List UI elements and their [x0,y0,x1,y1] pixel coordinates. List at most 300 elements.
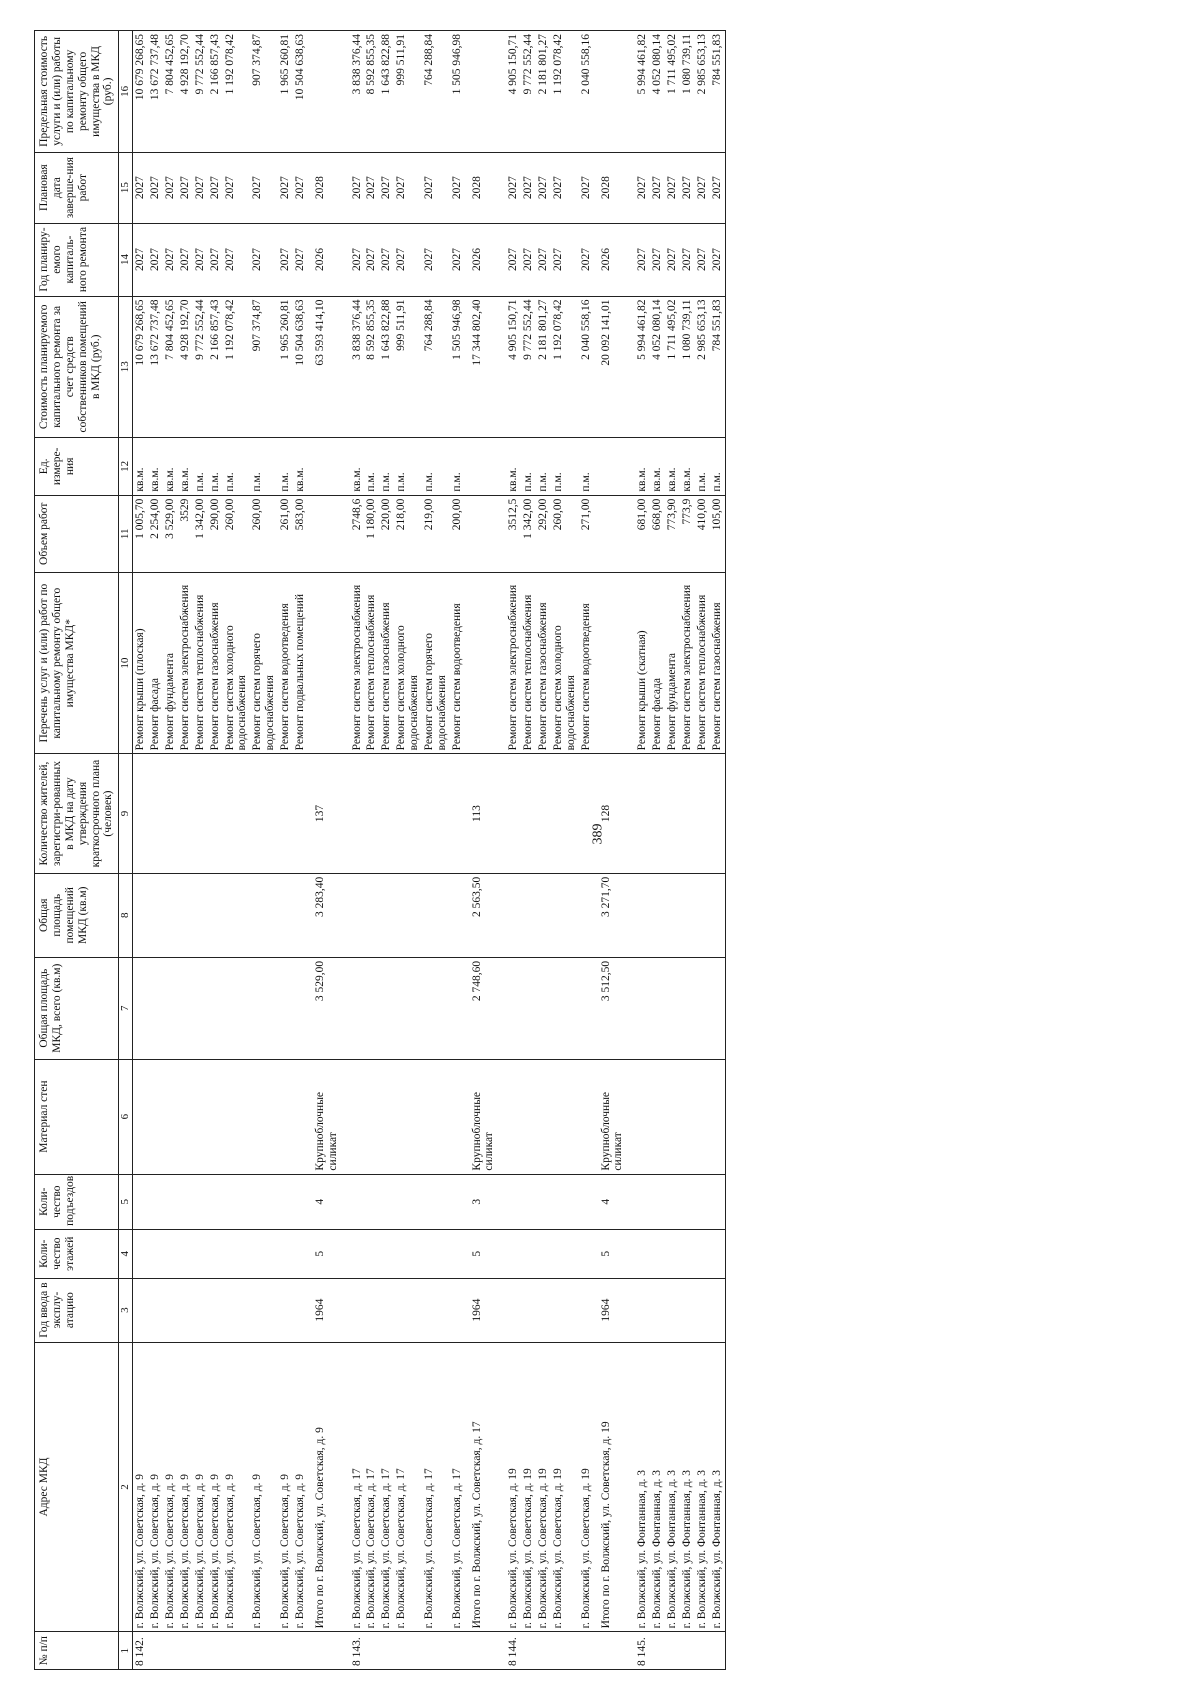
table-cell [695,873,710,957]
table-cell: Ремонт систем газоснабжения [208,572,223,753]
table-cell [193,957,208,1059]
table-cell: г. Волжский, ул. Советская, д. 17 [364,1342,379,1632]
table-cell: 2027 [350,223,365,296]
table-cell: 1 711 495,02 [665,31,680,153]
table-cell [379,1229,394,1278]
table-cell: 2026 [465,223,507,296]
table-cell [379,1632,394,1670]
table-cell: 1 192 078,42 [551,296,579,438]
table-cell: 128 [594,754,636,873]
table-cell: 2027 [193,223,208,296]
table-cell [710,1229,725,1278]
table-cell: 63 593 414,10 [308,296,350,438]
table-cell [665,1174,680,1229]
table-cell: 784 551,83 [710,296,725,438]
table-cell: п.м. [450,438,465,496]
table-cell [379,957,394,1059]
table-cell: 3 529,00 [163,495,178,572]
table-row [178,31,193,1670]
table-cell [650,957,665,1059]
table-cell: 907 374,87 [250,296,278,438]
table-cell [521,1059,536,1174]
table-cell [223,1278,251,1342]
table-cell [208,1278,223,1342]
table-cell [710,1059,725,1174]
table-cell [379,1278,394,1342]
table-cell [521,1229,536,1278]
table-cell: Ремонт систем холодного водоснабжения [551,572,579,753]
table-cell: 7 804 452,65 [163,31,178,153]
table-cell: 2028 [594,152,636,223]
table-body [133,31,725,1670]
total-row [308,31,350,1670]
table-cell [364,1229,379,1278]
table-cell [394,1278,422,1342]
table-cell [193,1632,208,1670]
table-cell: 2027 [293,152,308,223]
column-number: 1 [119,1632,133,1670]
table-cell [551,754,579,873]
table-cell: 137 [308,754,350,873]
table-cell [695,1278,710,1342]
table-cell [450,754,465,873]
table-cell [193,1059,208,1174]
table-cell: 3 271,70 [594,873,636,957]
table-cell [422,1632,450,1670]
table-row [208,31,223,1670]
table-cell [163,873,178,957]
table-cell: 2028 [308,152,350,223]
table-cell: г. Волжский, ул. Фонтанная, д. 3 [695,1342,710,1632]
table-cell: 1 505 946,98 [450,31,465,153]
table-cell: кв.м. [148,438,163,496]
table-cell: 13 672 737,48 [148,296,163,438]
table-cell [695,957,710,1059]
table-cell: 8 592 855,35 [364,31,379,153]
column-number: 2 [119,1342,133,1632]
table-cell: кв.м. [635,438,650,496]
table-cell: 2027 [148,223,163,296]
table-cell: п.м. [394,438,422,496]
column-number: 13 [119,296,133,438]
table-cell: кв.м. [133,438,148,496]
table-cell [178,1229,193,1278]
table-cell: г. Волжский, ул. Советская, д. 9 [148,1342,163,1632]
table-cell: г. Волжский, ул. Советская, д. 19 [521,1342,536,1632]
table-cell: Ремонт систем водоотведения [579,572,594,753]
column-header: № п/п [35,1632,119,1670]
table-cell [278,1059,293,1174]
table-cell [635,754,650,873]
column-header: Общая площадь помещений МКД (кв.м) [35,873,119,957]
table-cell: Ремонт систем теплоснабжения [695,572,710,753]
table-cell: Ремонт систем электроснабжения [178,572,193,753]
table-cell: кв.м. [650,438,665,496]
table-cell: 1 965 260,81 [278,31,293,153]
table-cell [635,1278,650,1342]
table-cell: 105,00 [710,495,725,572]
table-cell: 2026 [594,223,636,296]
table-cell [350,873,365,957]
table-cell [250,1229,278,1278]
column-number: 5 [119,1174,133,1229]
table-cell [536,1059,551,1174]
table-cell: Ремонт систем водоотведения [450,572,465,753]
table-cell [394,1229,422,1278]
table-cell [710,1174,725,1229]
table-cell [594,1632,636,1670]
table-cell: 13 672 737,48 [148,31,163,153]
table-cell [250,873,278,957]
column-header: Адрес МКД [35,1342,119,1632]
table-cell: 1 005,70 [133,495,148,572]
table-cell: 764 288,84 [422,296,450,438]
table-cell [293,873,308,957]
table-cell: 2027 [579,223,594,296]
table-cell: п.м. [278,438,293,496]
table-cell [521,754,536,873]
total-row [465,31,507,1670]
table-cell: Ремонт систем газоснабжения [710,572,725,753]
table-cell: г. Волжский, ул. Советская, д. 9 [178,1342,193,1632]
table-cell [163,754,178,873]
table-cell: 1964 [594,1278,636,1342]
table-cell: 2027 [579,152,594,223]
table-cell: п.м. [695,438,710,496]
table-cell [650,1632,665,1670]
table-cell: 17 344 802,40 [465,296,507,438]
table-cell [680,754,695,873]
table-cell [223,957,251,1059]
table-cell: 2027 [394,223,422,296]
table-cell: 2027 [178,152,193,223]
table-cell [208,1059,223,1174]
table-cell: 10 504 638,63 [293,296,308,438]
table-cell [422,1059,450,1174]
table-cell [594,31,636,153]
table-cell: 2027 [650,152,665,223]
table-cell: 260,00 [551,495,579,572]
table-row [133,31,148,1670]
table-cell: 4 905 150,71 [506,31,521,153]
column-header: Плановая дата заверше-ния работ [35,152,119,223]
table-cell: Ремонт фасада [148,572,163,753]
table-row [394,31,422,1670]
header-row [35,31,119,1670]
table-cell [521,873,536,957]
table-cell [665,1229,680,1278]
table-cell: 3 283,40 [308,873,350,957]
table-cell [680,1174,695,1229]
table-cell [536,1632,551,1670]
table-cell [394,873,422,957]
table-cell [506,957,521,1059]
column-header: Объем работ [35,495,119,572]
table-cell: п.м. [364,438,379,496]
table-cell [594,572,636,753]
table-row [536,31,551,1670]
table-cell: 8 145. [635,1632,650,1670]
table-cell: п.м. [223,438,251,496]
table-cell: 5 [465,1229,507,1278]
table-cell: 1 643 822,88 [379,31,394,153]
column-number: 11 [119,495,133,572]
table-cell [163,1059,178,1174]
table-cell [594,495,636,572]
table-cell [695,754,710,873]
table-cell: 1 192 078,42 [551,31,579,153]
table-cell [635,873,650,957]
table-cell [308,1632,350,1670]
table-cell: 9 772 552,44 [521,296,536,438]
table-cell [635,1059,650,1174]
table-cell: 2 166 857,43 [208,296,223,438]
table-cell [680,1059,695,1174]
table-cell [178,957,193,1059]
table-cell: Ремонт систем теплоснабжения [193,572,208,753]
table-row [551,31,579,1670]
table-cell [278,1174,293,1229]
table-cell: п.м. [193,438,208,496]
table-cell [148,1059,163,1174]
table-cell: 1 080 739,11 [680,296,695,438]
table-cell [579,754,594,873]
table-cell [650,1278,665,1342]
table-cell [293,1632,308,1670]
table-cell [178,1059,193,1174]
table-cell [394,1174,422,1229]
table-cell: 2027 [695,152,710,223]
table-cell: кв.м. [665,438,680,496]
table-cell: 2027 [450,152,465,223]
table-cell: 8 144. [506,1632,521,1670]
table-cell [521,957,536,1059]
table-cell [594,438,636,496]
table-cell: 773,90 [665,495,680,572]
table-cell: 2027 [536,152,551,223]
table-cell [350,1174,365,1229]
table-cell: 219,00 [422,495,450,572]
table-cell [635,1229,650,1278]
table-cell [193,1278,208,1342]
table-cell [506,1229,521,1278]
table-row [635,31,650,1670]
table-cell: 2027 [364,223,379,296]
table-cell [350,1229,365,1278]
total-row [594,31,636,1670]
table-cell: 668,00 [650,495,665,572]
column-number: 14 [119,223,133,296]
table-cell [308,495,350,572]
table-cell [163,1229,178,1278]
table-cell [665,1632,680,1670]
table-row [579,31,594,1670]
table-cell [650,873,665,957]
table-cell: кв.м. [178,438,193,496]
table-cell: Ремонт систем горячего водоснабжения [422,572,450,753]
table-cell: 2027 [223,223,251,296]
table-cell [536,957,551,1059]
table-cell: Ремонт систем холодного водоснабжения [394,572,422,753]
table-cell: 2027 [506,152,521,223]
table-row [148,31,163,1670]
table-cell: 2027 [635,223,650,296]
table-cell [680,1229,695,1278]
table-cell: 999 511,91 [394,31,422,153]
table-cell: 5 [308,1229,350,1278]
table-cell: г. Волжский, ул. Советская, д. 9 [250,1342,278,1632]
table-cell: 9 772 552,44 [521,31,536,153]
table-cell [551,957,579,1059]
table-cell: 2027 [551,223,579,296]
table-cell: 2027 [278,223,293,296]
table-cell: г. Волжский, ул. Советская, д. 17 [379,1342,394,1632]
table-cell: г. Волжский, ул. Фонтанная, д. 3 [635,1342,650,1632]
table-cell: г. Волжский, ул. Советская, д. 17 [422,1342,450,1632]
table-cell [364,873,379,957]
table-cell [133,1278,148,1342]
table-cell: 1964 [308,1278,350,1342]
table-cell: п.м. [536,438,551,496]
table-cell: 1 505 946,98 [450,296,465,438]
column-header: Предельная стоимость услуги и (или) работы по капитальному ремонту общего имущества в МКД (руб.) [35,31,119,153]
table-cell [208,1174,223,1229]
table-cell: 1 192 078,42 [223,31,251,153]
table-cell: Ремонт фундамента [163,572,178,753]
table-cell: 2 254,00 [148,495,163,572]
table-cell: 2028 [465,152,507,223]
table-cell: Крупноблочные силикат [594,1059,636,1174]
table-cell [350,754,365,873]
table-cell: Итого по г. Волжский, ул. Советская, д. 19 [594,1342,636,1632]
table-cell: 2027 [665,152,680,223]
table-cell [148,754,163,873]
table-cell: 2027 [680,152,695,223]
table-cell [278,754,293,873]
table-cell: п.м. [422,438,450,496]
table-cell: 2027 [635,152,650,223]
table-cell [223,1229,251,1278]
column-header: Год планиру-емого капиталь-ного ремонта [35,223,119,296]
table-cell: 5 [594,1229,636,1278]
table-cell: Ремонт фасада [650,572,665,753]
table-cell: 10 504 638,63 [293,31,308,153]
column-number: 10 [119,572,133,753]
table-cell [364,1632,379,1670]
table-cell [551,1278,579,1342]
table-cell [521,1278,536,1342]
table-cell [148,957,163,1059]
table-cell [665,873,680,957]
table-cell: 290,00 [208,495,223,572]
table-cell: 2027 [163,223,178,296]
table-row [223,31,251,1670]
table-cell [422,1278,450,1342]
table-cell: Ремонт фундамента [665,572,680,753]
table-cell: 2027 [278,152,293,223]
table-cell [223,754,251,873]
table-cell: 2 985 653,13 [695,31,710,153]
table-cell [379,873,394,957]
table-cell: 2748,6 [350,495,365,572]
table-cell: 2026 [308,223,350,296]
table-cell [579,1278,594,1342]
table-cell: 4 052 080,14 [650,31,665,153]
table-row [506,31,521,1670]
table-cell: г. Волжский, ул. Советская, д. 19 [551,1342,579,1632]
column-number: 9 [119,754,133,873]
table-cell: 1 192 078,42 [223,296,251,438]
table-cell [680,1632,695,1670]
table-cell: 2 181 801,27 [536,296,551,438]
table-cell [695,1632,710,1670]
table-cell: 2027 [521,152,536,223]
table-cell: Итого по г. Волжский, ул. Советская, д. 9 [308,1342,350,1632]
table-row [163,31,178,1670]
table-cell: 2027 [163,152,178,223]
table-cell [665,957,680,1059]
column-number: 16 [119,31,133,153]
table-cell: 4 [594,1174,636,1229]
table-cell [278,1278,293,1342]
table-cell: 784 551,83 [710,31,725,153]
table-cell: п.м. [250,438,278,496]
table-cell [364,1059,379,1174]
table-cell: п.м. [379,438,394,496]
table-cell [133,1229,148,1278]
column-number: 7 [119,957,133,1059]
table-row [710,31,725,1670]
table-row [364,31,379,1670]
table-cell [293,1278,308,1342]
table-cell: Ремонт подвальных помещений [293,572,308,753]
column-header: Коли-чество этажей [35,1229,119,1278]
column-header: Ед. измере-ния [35,438,119,496]
table-cell [422,957,450,1059]
table-cell [178,754,193,873]
table-cell [379,754,394,873]
table-cell [364,1174,379,1229]
table-cell: кв.м. [680,438,695,496]
table-cell [521,1174,536,1229]
table-cell [536,1229,551,1278]
table-cell [665,1059,680,1174]
table-cell [506,1174,521,1229]
table-cell [163,1174,178,1229]
column-header: Общая площадь МКД, всего (кв.м) [35,957,119,1059]
table-cell [465,572,507,753]
column-header: Количество жителей, зарегистри-рованных в МКД на дату утверждения краткосрочного плана (человек) [35,754,119,873]
table-cell [178,1174,193,1229]
table-cell: 2027 [379,152,394,223]
table-cell [163,1278,178,1342]
table-cell: 2027 [665,223,680,296]
table-cell [680,957,695,1059]
table-cell [193,754,208,873]
column-number: 6 [119,1059,133,1174]
table-cell: 2027 [133,152,148,223]
table-cell [364,957,379,1059]
table-cell [422,1174,450,1229]
column-header: Коли-чество подъездов [35,1174,119,1229]
table-cell [148,873,163,957]
table-cell: 218,00 [394,495,422,572]
table-cell: 4 052 080,14 [650,296,665,438]
table-cell [278,1632,293,1670]
table-cell [364,754,379,873]
table-cell: г. Волжский, ул. Фонтанная, д. 3 [680,1342,695,1632]
table-cell [193,873,208,957]
